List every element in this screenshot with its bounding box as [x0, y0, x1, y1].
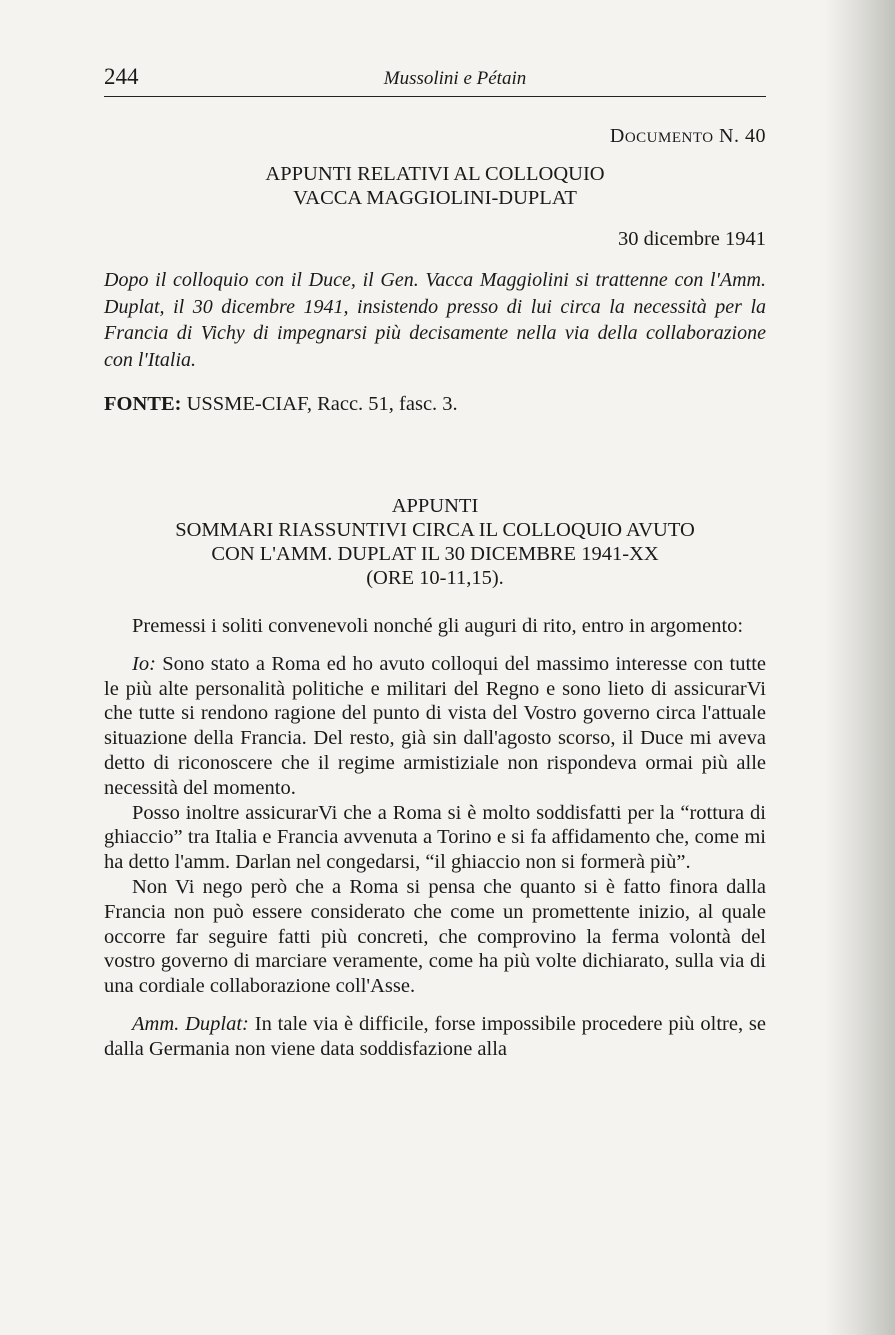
- heading-line-2: VACCA MAGGIOLINI-DUPLAT: [293, 187, 577, 209]
- source-text: USSME-CIAF, Racc. 51, fasc. 3.: [186, 393, 458, 415]
- document-label-initial: D: [609, 125, 625, 147]
- page-number: 244: [104, 64, 139, 89]
- running-title: Mussolini e Pétain: [383, 68, 527, 89]
- heading-line-1: APPUNTI RELATIVI AL COLLOQUIO: [265, 163, 605, 185]
- speaker-duplat: Amm. Duplat:: [132, 1012, 249, 1035]
- source-label: FONTE:: [104, 393, 182, 415]
- paragraph-4: Non Vi nego però che a Roma si pensa che quanto si è fatto finora dalla Francia non può essere considerato che come un promettente inizio, al quale occorre far seguire fatti più concreti, che comprovino la ferma volontà del vostro governo di marciare veramente, come ha più volte dichiarato, sulla via di una cordiale collaborazione coll'Asse.: [104, 875, 766, 998]
- paragraph-3: Posso inoltre assicurarVi che a Roma si è molto soddisfatti per la “rottura di ghiaccio” tra Italia e Francia avvenuta a Torino e si fa affidamento che, come mi ha detto l'amm. Darlan nel congedarsi, “il ghiaccio non si formerà più”.: [104, 801, 766, 874]
- paragraph-2-text: Sono stato a Roma ed ho avuto colloqui del massimo interesse con tutte le più alte personalità politiche e militari del Regno e sono lieto di assicurarVi che tutte si rendono ragione del punto di vista del Vostro governo circa l'attuale situazione della Francia. Del resto, già sin dall'agosto scorso, il Duce mi aveva detto di riconoscere che il regime armistiziale non rispondeva ormai più alle necessità del momento.: [104, 652, 766, 799]
- document-number: [104, 125, 766, 148]
- notes-heading-line-2: SOMMARI RIASSUNTIVI CIRCA IL COLLOQUIO AVUTO: [175, 519, 695, 541]
- notes-heading: [104, 494, 766, 590]
- paragraph-5: [104, 1012, 766, 1062]
- document-heading: [104, 162, 766, 210]
- paragraph-5-text: In tale via è difficile, forse impossibile procedere più oltre, se dalla Germania non viene data soddisfazione alla: [104, 1012, 767, 1060]
- document-date: 30 dicembre 1941: [617, 228, 766, 250]
- speaker-io: Io:: [132, 652, 156, 675]
- book-spine-shadow: [825, 0, 895, 1335]
- notes-heading-line-4: (ORE 10-11,15).: [366, 567, 504, 589]
- document-label-rest: OCUMENTO: [624, 130, 714, 146]
- notes-heading-line-1: APPUNTI: [391, 495, 479, 517]
- paragraph-1: Premessi i soliti convenevoli nonché gli auguri di rito, entro in argomento:: [132, 615, 744, 637]
- book-page: [104, 62, 766, 1062]
- source-note: [104, 393, 766, 416]
- paragraph-2: [104, 652, 766, 801]
- notes-heading-line-3: CON L'AMM. DUPLAT IL 30 DICEMBRE 1941-XX: [211, 543, 659, 565]
- running-head: [104, 62, 766, 97]
- editorial-intro: Dopo il colloquio con il Duce, il Gen. Vacca Maggiolini si trattenne con l'Amm. Duplat, il 30 dicembre 1941, insistendo presso di lui circa la necessità per la Francia di Vichy di impegnarsi più decisamente nella via della collaborazione con l'Italia.: [104, 269, 766, 371]
- document-number-value: N. 40: [719, 125, 766, 147]
